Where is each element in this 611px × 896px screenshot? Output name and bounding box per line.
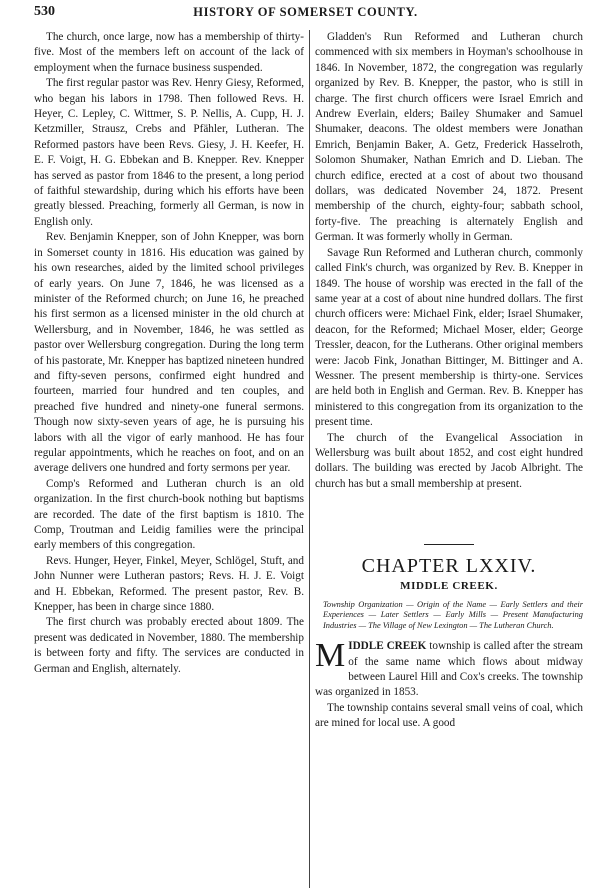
paragraph: Savage Run Reformed and Lutheran church, commonly called Fink's church, was organized by Rev. B. Knepper in 1849. The house of worship was erected in the fall of the same year at a cost of about nine hundred dollars. The first church officers were: Michael Fink, elder; Israel Shumaker, deacon, for the Reformed; Michael Moser, elder; George Tressler, deacon, for the Lutherans. Other original members were: Jacob Fink, Jonathan Bittinger, M. Bittinger and A. Wessner. The present membership is thirty-one. Services are held both in English and German. Rev. B. Knepper has ministered to this congregation from its organization to the present time. (315, 246, 583, 429)
chapter-synopsis: Township Organization — Origin of the Name — Early Settlers and their Experiences — Later Settlers — Early Mills — Present Manufacturing Industries — The Village of New Lexington — The Lutheran Church. (323, 600, 583, 630)
paragraph: Rev. Benjamin Knepper, son of John Knepper, was born in Somerset county in 1816. His education was gained by his own researches, aided by the limited school privileges of early years. On June 7, 1846, he was licensed as a minister of the Reformed church; on June 16, he preached his first sermon as a licensed minister in the old church at Wellersburg, and in November, 1846, he was settled as pastor over Wellersburg congregation. During the long term of his pastorate, Mr. Knepper has baptized nineteen hundred and fifty-seven persons, confirmed eight hundred and fourteen, married four hundred and ten couples, and preached five hundred and ninety-one funeral sermons. Though now sixty-seven years of age, he is pursuing his labors with all the vigor of early manhood. He has four regular appointments, which he reaches on foot, and on an average delivers one hundred and forty sermons per year. (34, 231, 304, 475)
paragraph: The first church was probably erected about 1809. The present was dedicated in November, 1880. The membership is between forty and fifty. The services are conducted in German and English, alternately. (34, 616, 304, 675)
left-column (34, 30, 304, 890)
page-number: 530 (34, 4, 55, 19)
paragraph: The church, once large, now has a membership of thirty-five. Most of the members left on account of the lack of employment when the furnace business suspended. (34, 31, 304, 74)
right-column (315, 30, 583, 890)
page-header (0, 0, 611, 24)
paragraph: Comp's Reformed and Lutheran church is an old organization. In the first church-book nothing but baptisms are recorded. The date of the first baptism is 1810. The Comp, Troutman and Leidig families were the principal early members of this congregation. (34, 477, 304, 552)
paragraph: Revs. Hunger, Heyer, Finkel, Meyer, Schlögel, Stuft, and John Nunner were Lutheran pastors; Revs. H. J. E. Voigt and H. Ebbekan, Reformed. The present pastor, Rev. B. Knepper, has been in charge since 1880. (34, 554, 304, 614)
running-title: HISTORY OF SOMERSET COUNTY. (193, 5, 418, 19)
column-divider (309, 30, 310, 888)
chapter-opening-paragraph (315, 639, 583, 701)
drop-cap: M (315, 637, 346, 675)
paragraph: The church of the Evangelical Association in Wellersburg was built about 1852, and cost eight hundred dollars. The building was erected by Jacob Albright. The church has but a small membership at present. (315, 431, 583, 490)
chapter-subtitle: MIDDLE CREEK. (400, 579, 498, 592)
paragraph: Gladden's Run Reformed and Lutheran church commenced with six members in Hoyman's schoolhouse in 1846. In November, 1872, the congregation was regularly organized by Rev. B. Knepper, the pastor, who is still in charge. The first church officers were Israel Emrich and Andrew Everlain, elders; Bailey Shumaker and Samuel Shumaker, deacons. The oldest members were Jonathan Emrich, Benjamin Baker, A. Getz, Frederick Hasselroth, Solomon Shumaker, Nathan Emrich and D. Lieban. The church edifice, erected at a cost of about two thousand dollars, was dedicated November 24, 1872. Present membership of the church, eighty-four; sabbath school, forty-five. The preaching is alternately English and German. It was formerly wholly in German. (315, 31, 583, 244)
section-rule (424, 544, 474, 545)
chapter-title: CHAPTER LXXIV. (361, 555, 537, 578)
paragraph: The first regular pastor was Rev. Henry Giesy, Reformed, who began his labors in 1798. Then followed Revs. H. Heyer, C. Lepley, C. Wittmer, S. P. Nellis, A. Cupp, H. J. Ketzmiller, Strausz, Crebs and Pfähler, Lutheran. The Reformed pastors have been Revs. Giesy, J. H. Keefer, H. E. F. Voigt, H. G. Ebbekan and B. Knepper. Rev. Knepper has served as pastor from 1846 to the present, a long period of faithful stewardship, during which his efforts have been greatly blessed. Preaching, formerly all German, is now in English only. (34, 77, 304, 228)
lead-smallcaps: IDDLE CREEK (348, 640, 427, 653)
paragraph: The township contains several small veins of coal, which are mined for local use. A good (315, 701, 583, 730)
opening-text: township is called after the stream of the same name which flows about midway between Laurel Hill and Cox's creeks. The township was organized in 1853. (315, 640, 583, 699)
